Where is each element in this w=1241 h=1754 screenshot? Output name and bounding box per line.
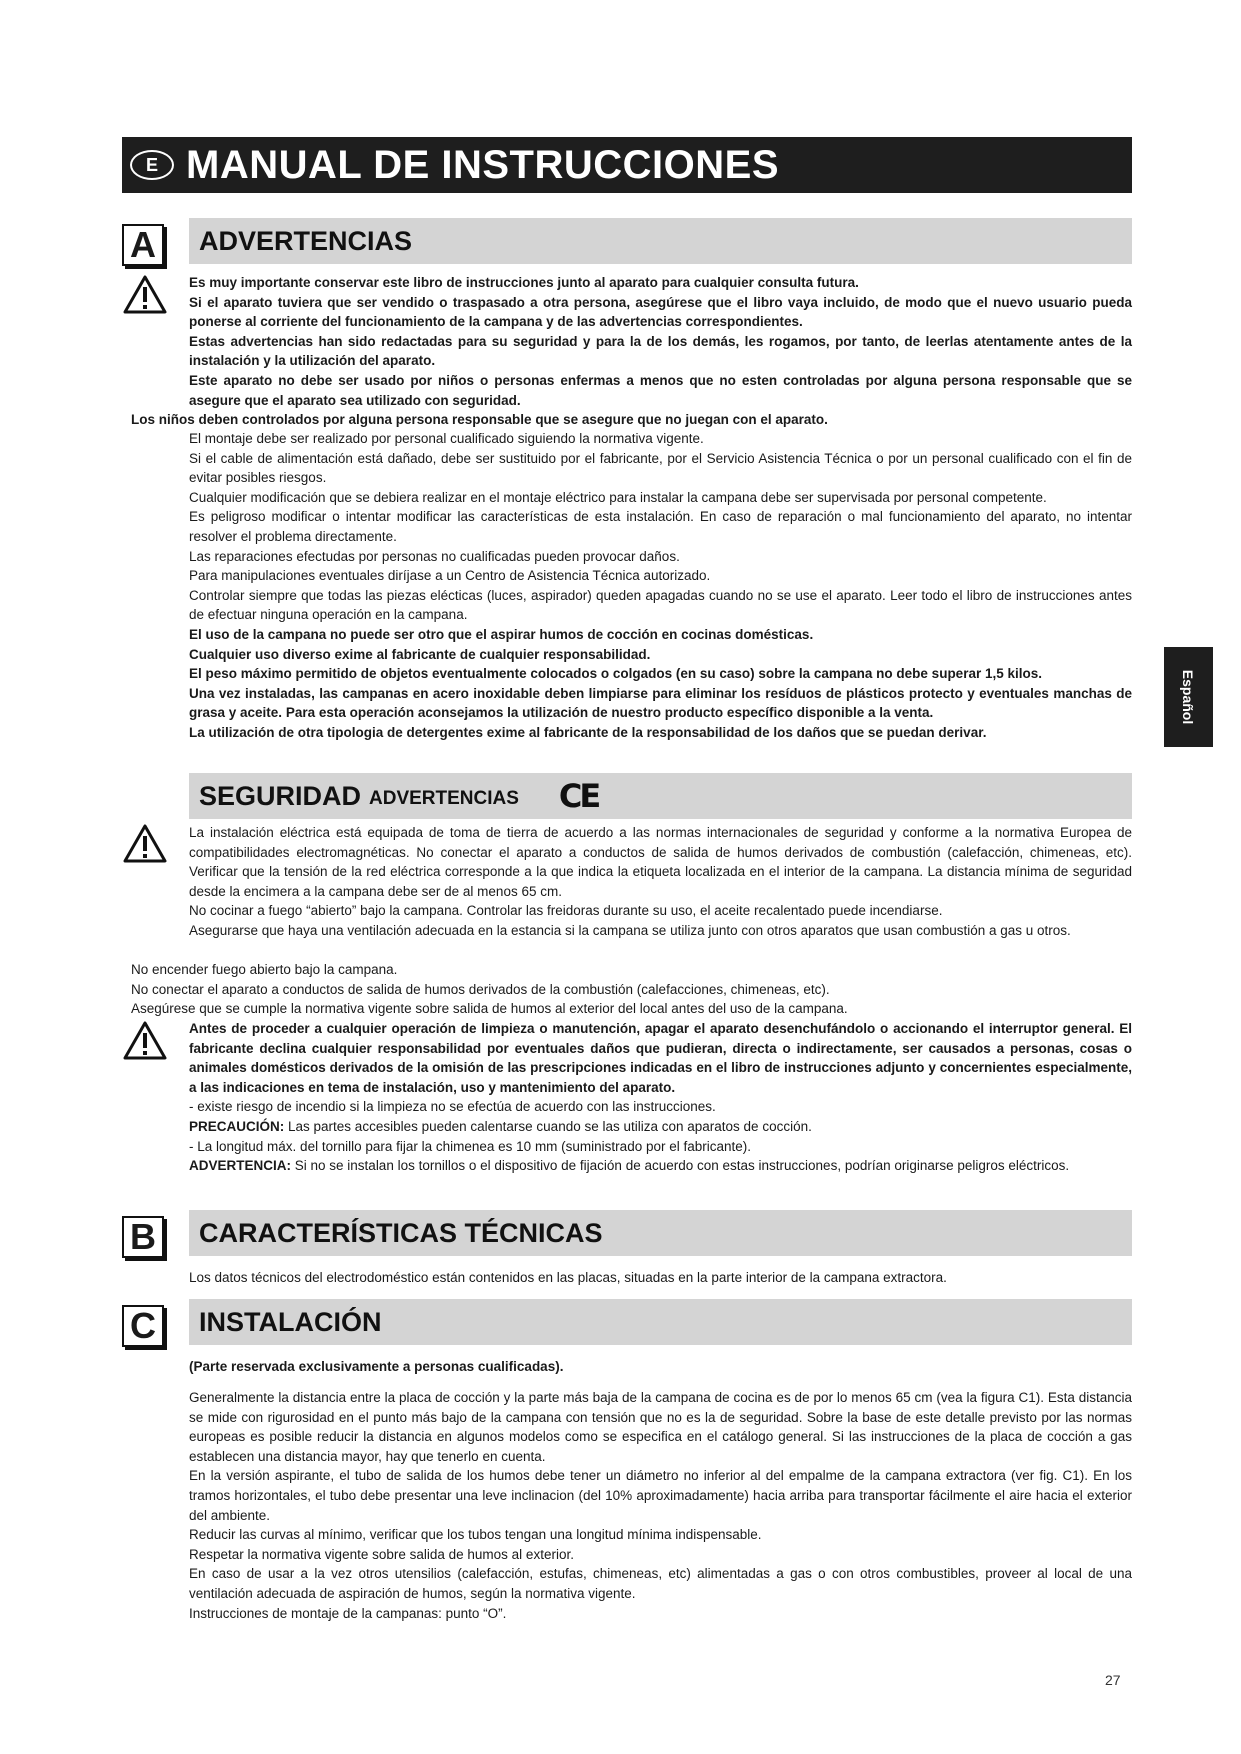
paragraph: Estas advertencias han sido redactadas para su seguridad y para la de los demás, les rogamos, por tanto, de leerlas atentamente antes de la instalación y la utilización del aparato. <box>189 333 1132 369</box>
paragraph: El peso máximo permitido de objetos eventualmente colocados o colgados (en su caso) sobre la campana no debe superar 1,5 kilos. <box>189 666 1042 682</box>
paragraph: Cualquier modificación que se debiera realizar en el montaje eléctrico para instalar la campana debe ser supervisada por personal competente. <box>189 489 1047 505</box>
advertencia-label: ADVERTENCIA: <box>189 1158 292 1174</box>
paragraph: - existe riesgo de incendio si la limpieza no se efectúa de acuerdo con las instrucciones. <box>189 1099 716 1115</box>
paragraph: Si el cable de alimentación está dañado, debe ser sustituido por el fabricante, por el Servicio Asistencia Técnica o por un personal cualificado con el fin de evitar posibles riesgos. <box>189 450 1132 486</box>
paragraph: Es muy importante conservar este libro de instrucciones junto al aparato para cualquier consulta futura. <box>189 275 859 290</box>
advertencia-text: Si no se instalan los tornillos o el dispositivo de fijación de acuerdo con estas instrucciones, podrían originarse peligros eléctricos. <box>291 1158 1070 1174</box>
paragraph: Es peligroso modificar o intentar modificar las características de esta instalación. En caso de reparación o mal funcionamiento del aparato, no intentar resolver el problema directamente. <box>189 509 1132 544</box>
section-c-subtitle: (Parte reservada exclusivamente a personas cualificadas). <box>189 1359 564 1374</box>
language-side-tab <box>1164 647 1213 747</box>
paragraph: No cocinar a fuego “abierto” bajo la campana. Controlar las freidoras durante su uso, el aceite recalentado puede incendiarse. <box>189 903 943 919</box>
paragraph: La instalación eléctrica está equipada de toma de tierra de acuerdo a las normas internacionales de seguridad y conforme a la normativa Europea de compatibilidades electromagnéticas. No conectar el aparato a conductos de salida de humos derivados de combustión (calefacción, chimeneas, etc). Verificar que la tensión de la red eléctrica corresponde a la que indica la etiqueta localizada en el interior de la campana. La distancia mínima de seguridad desde la encimera a la campana debe ser de al menos 65 cm. <box>189 825 1132 899</box>
paragraph: Este aparato no debe ser usado por niños o personas enfermas a menos que no esten controladas por alguna persona responsable que se asegure que el aparato sea utilizado con seguridad. <box>189 372 1132 408</box>
section-seguridad-subtitle: ADVERTENCIAS <box>369 788 519 809</box>
warning-triangle-icon <box>123 274 167 314</box>
paragraph: Instrucciones de montaje de la campanas: punto “O”. <box>189 1605 507 1621</box>
paragraph: Reducir las curvas al mínimo, verificar que los tubos tengan una longitud mínima indispensable. <box>189 1527 762 1543</box>
paragraph <box>189 1156 1132 1176</box>
section-b-title: CARACTERÍSTICAS TÉCNICAS <box>199 1217 603 1248</box>
section-seguridad-outdent <box>131 960 1131 1019</box>
section-b-header <box>189 1210 1132 1256</box>
paragraph: Asegúrese que se cumple la normativa vigente sobre salida de humos al exterior del local antes del uso de la campana. <box>131 1001 848 1017</box>
paragraph: Las reparaciones efectudas por personas no cualificadas pueden provocar daños. <box>189 548 680 564</box>
section-seguridad-maintenance <box>189 1019 1132 1176</box>
paragraph: Generalmente la distancia entre la placa de cocción y la parte más baja de la campana de cocina es de por lo menos 65 cm (vea la figura C1). Esta distancia se mide con rigurosidad en el punto más bajo de la campana con tensión que no es la de seguridad. Sobre la base de este detalle previsto por las normas europeas es posible reducir la distancia en algunos modelos como se especifica en el catálogo general. Si las instrucciones de la placa de cocción a gas establecen una distancia mayor, hay que tenerlo en cuenta. <box>189 1390 1132 1464</box>
section-seguridad-text <box>189 823 1132 941</box>
section-c-header <box>189 1299 1132 1345</box>
ce-mark-icon: CE <box>558 777 599 815</box>
section-a-header <box>189 218 1132 264</box>
paragraph: En caso de usar a la vez otros utensilios (calefacción, estufas, chimeneas, etc) alimentadas a gas o con otros combustibles, proveer al local de una ventilación adecuada de aspiración de humos, según la normativa vigente. <box>189 1566 1132 1601</box>
paragraph: Antes de proceder a cualquier operación de limpieza o manutención, apagar el aparato desenchufándolo o accionando el interruptor general. El fabricante declina cualquier responsabilidad por eventuales daños que pudieran, directa o indirectamente, ser causados a personas, cosas o animales domésticos derivados de la omisión de las prescripciones indicadas en el libro de instrucciones adjunto y concernientes especialmente, a las indicaciones en tema de instalación, uso y mantenimiento del aparato. <box>189 1021 1132 1095</box>
paragraph: Cualquier uso diverso exime al fabricante de cualquier responsabilidad. <box>189 646 651 662</box>
section-c-text <box>189 1388 1132 1623</box>
warning-triangle-icon <box>123 823 167 863</box>
page-title: MANUAL DE INSTRUCCIONES <box>186 142 780 187</box>
section-seguridad-title: SEGURIDAD <box>199 780 362 811</box>
paragraph: No encender fuego abierto bajo la campana. <box>131 962 398 977</box>
language-side-tab-label: Español <box>1180 669 1197 725</box>
paragraph: El montaje debe ser realizado por personal cualificado siguiendo la normativa vigente. <box>189 431 704 446</box>
paragraph: Para manipulaciones eventuales diríjase a un Centro de Asistencia Técnica autorizado. <box>189 568 711 584</box>
section-letter-c: C <box>122 1305 164 1347</box>
children-supervision-line: Los niños deben controlados por alguna persona responsable que se asegure que no juegan con el aparato. <box>131 412 828 427</box>
paragraph: Una vez instaladas, las campanas en acero inoxidable deben limpiarse para eliminar los resíduos de plásticos protecto y eventuales manchas de grasa y aceite. Para esta operación aconsejamos la utilización de nuestro producto específico disponible a la venta. <box>189 685 1132 721</box>
paragraph: En la versión aspirante, el tubo de salida de los humos debe tener un diámetro no inferior al del empalme de la campana extractora (ver fig. C1). En los tramos horizontales, el tubo debe presentar una leve inclinacion (del 10% aproximadamente) hacia arriba para transportar fácilmente el aire hacia el exterior del ambiente. <box>189 1468 1132 1523</box>
section-letter-a: A <box>122 224 164 266</box>
section-letter-b: B <box>122 1216 164 1258</box>
section-c-title: INSTALACIÓN <box>199 1306 382 1337</box>
section-seguridad-header <box>189 773 1132 819</box>
paragraph: - La longitud máx. del tornillo para fijar la chimenea es 10 mm (suministrado por el fabricante). <box>189 1138 752 1154</box>
paragraph: No conectar el aparato a conductos de salida de humos derivados de la combustión (calefacciones, chimeneas, etc). <box>131 981 830 997</box>
paragraph: El uso de la campana no puede ser otro que el aspirar humos de cocción en cocinas domésticas. <box>189 626 814 642</box>
language-badge: E <box>130 150 174 180</box>
section-a-warnings-bold <box>189 273 1132 410</box>
section-b-text: Los datos técnicos del electrodoméstico están contenidos en las placas, situadas en la parte interior de la campana extractora. <box>189 1270 947 1285</box>
paragraph <box>189 1117 1132 1137</box>
paragraph: La utilización de otra tipologia de detergentes exime al fabricante de la responsabilidad de los daños que se puedan derivar. <box>189 724 987 740</box>
section-a-title: ADVERTENCIAS <box>199 225 413 256</box>
page-title-bar <box>122 137 1132 193</box>
paragraph: Controlar siempre que todas las piezas elécticas (luces, aspirador) queden apagadas cuando no se use el aparato. Leer todo el libro de instrucciones antes de efectuar ninguna operación en la campana. <box>189 587 1132 623</box>
paragraph: Si el aparato tuviera que ser vendido o traspasado a otra persona, asegúrese que el libro vaya incluido, de modo que el nuevo usuario pueda ponerse al corriente del funcionamiento de la campana y de las advertencias correspondientes. <box>189 294 1132 330</box>
precaucion-label: PRECAUCIÓN: <box>189 1118 285 1134</box>
page-number: 27 <box>1105 1672 1121 1688</box>
paragraph: Respetar la normativa vigente sobre salida de humos al exterior. <box>189 1546 574 1562</box>
warning-triangle-icon <box>123 1020 167 1060</box>
precaucion-text: Las partes accesibles pueden calentarse cuando se las utiliza con aparatos de cocción. <box>284 1118 812 1134</box>
section-a-warnings <box>189 429 1132 743</box>
paragraph: Asegurarse que haya una ventilación adecuada en la estancia si la campana se utiliza junto con otros aparatos que usan combustión a gas u otros. <box>189 922 1071 938</box>
